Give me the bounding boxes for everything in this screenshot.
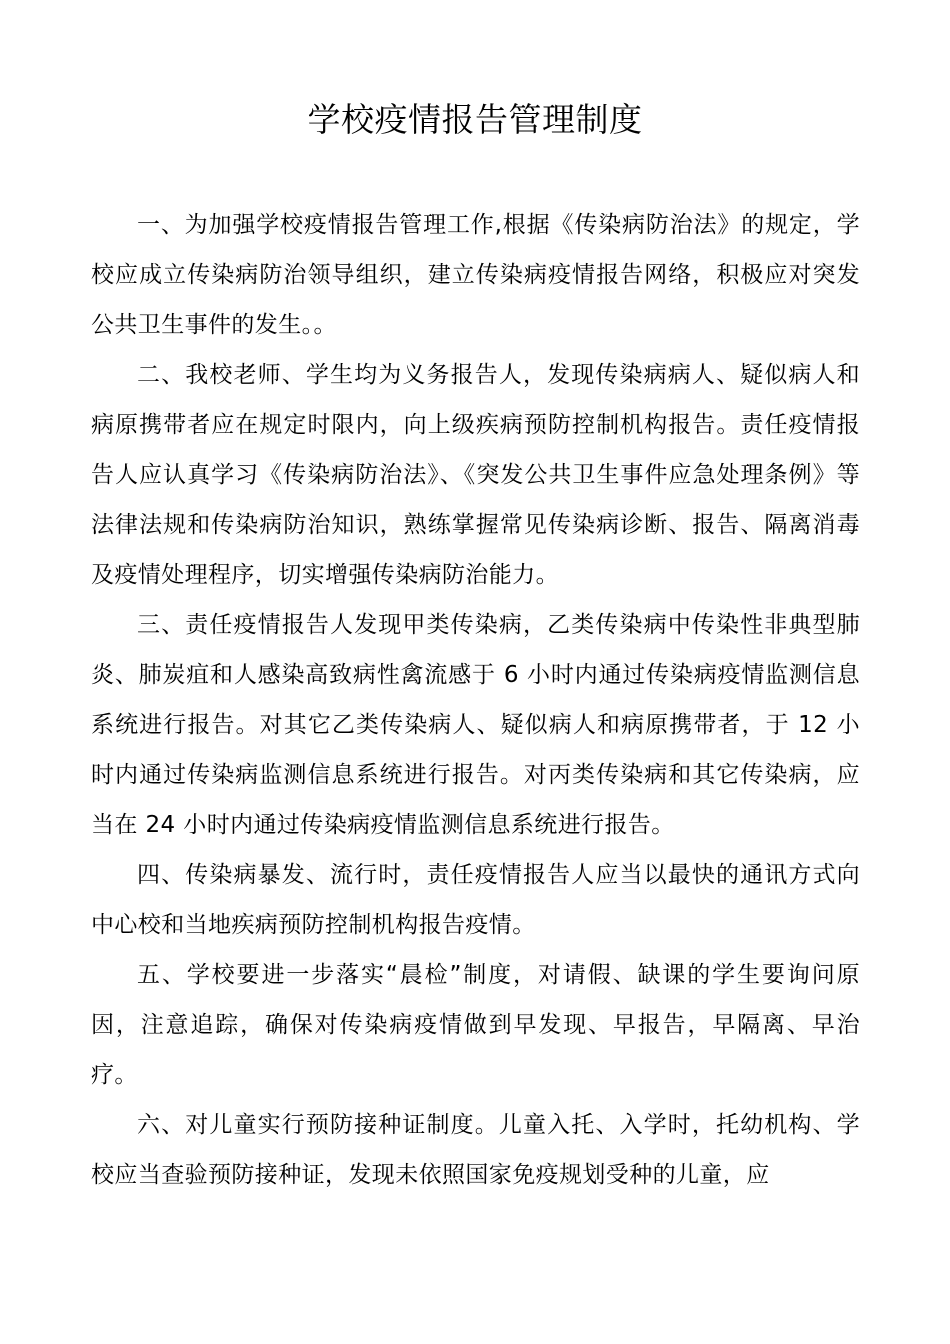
paragraph-5: 五、学校要进一步落实“晨检”制度，对请假、缺课的学生要询问原因，注意追踪，确保对传染病疫情做到早发现、早报告，早隔离、早治疗。 (91, 962, 860, 1088)
page-title: 学校疫情报告管理制度 (307, 100, 643, 139)
paragraph-4: 四、传染病暴发、流行时，责任疫情报告人应当以最快的通讯方式向中心校和当地疾病预防控制机构报告疫情。 (91, 862, 860, 938)
paragraph-1: 一、为加强学校疫情报告管理工作,根据《传染病防治法》的规定，学校应成立传染病防治领导组织，建立传染病疫情报告网络，积极应对突发公共卫生事件的发生。。 (91, 212, 860, 338)
paragraph-2: 二、我校老师、学生均为义务报告人，发现传染病病人、疑似病人和病原携带者应在规定时限内，向上级疾病预防控制机构报告。责任疫情报告人应认真学习《传染病防治法》、《突发公共卫生事件应急处理条例》等法律法规和传染病防治知识，熟练掌握常见传染病诊断、报告、隔离消毒及疫情处理程序，切实增强传染病防治能力。 (91, 362, 860, 588)
document-body (91, 200, 860, 1200)
paragraph-6: 六、对儿童实行预防接种证制度。儿童入托、入学时，托幼机构、学校应当查验预防接种证，发现未依照国家免疫规划受种的儿童，应 (91, 1112, 860, 1188)
paragraph-3: 三、责任疫情报告人发现甲类传染病，乙类传染病中传染性非典型肺炎、肺炭疽和人感染高致病性禽流感于 6 小时内通过传染病疫情监测信息系统进行报告。对其它乙类传染病人、疑似病人和病原携带者，于 12 小时内通过传染病监测信息系统进行报告。对丙类传染病和其它传染病，应当在 24 小时内通过传染病疫情监测信息系统进行报告。 (91, 612, 860, 838)
